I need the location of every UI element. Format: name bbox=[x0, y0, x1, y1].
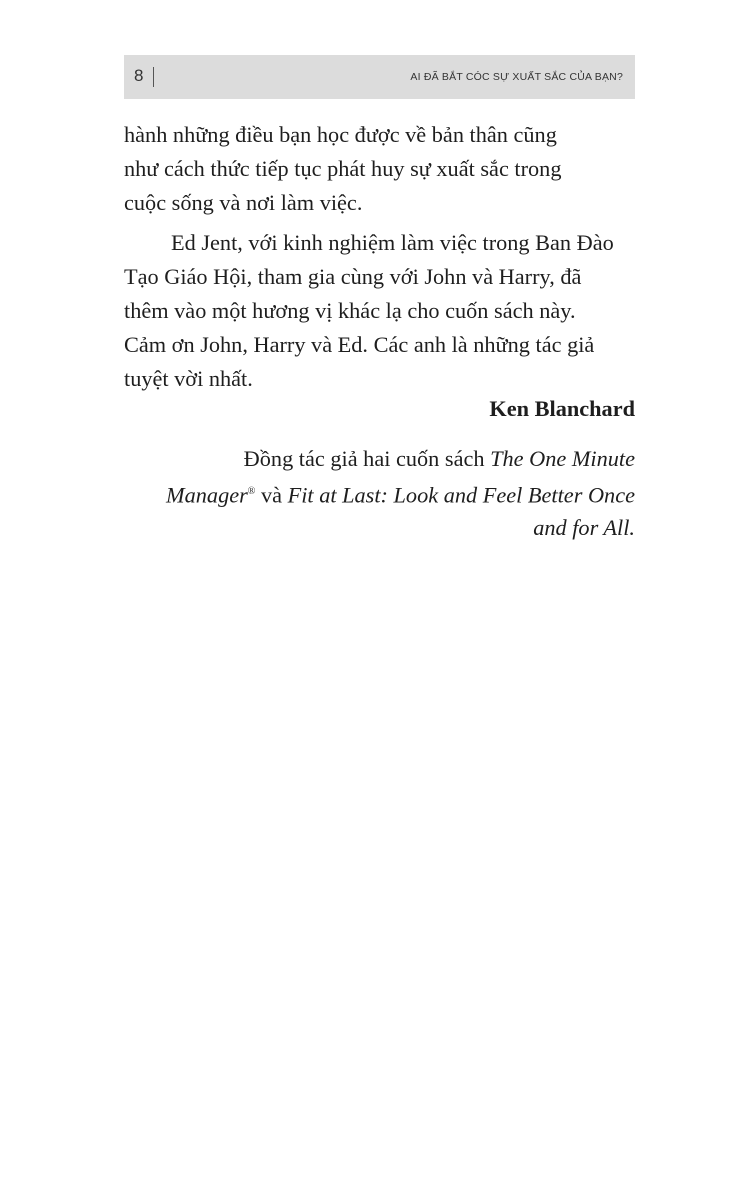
book-title-2-cont: and for All. bbox=[533, 515, 635, 541]
text-line: như cách thức tiếp tục phát huy sự xuất sắc trong bbox=[124, 156, 562, 181]
page-number: 8 bbox=[134, 66, 144, 85]
paragraph-continued bbox=[124, 118, 635, 220]
header-divider bbox=[153, 67, 154, 87]
text-line: tuyệt vời nhất. bbox=[124, 366, 253, 391]
text-line: Ed Jent, với kinh nghiệm làm việc trong Ban Đào bbox=[171, 230, 614, 255]
text-line: cuộc sống và nơi làm việc. bbox=[124, 190, 363, 215]
text-line: Tạo Giáo Hội, tham gia cùng với John và Harry, đã bbox=[124, 264, 582, 289]
credit-line-2 bbox=[124, 475, 635, 511]
text-line: thêm vào một hương vị khác lạ cho cuốn sách này. bbox=[124, 298, 576, 323]
paragraph-acknowledgement bbox=[124, 226, 635, 396]
book-title-1: The One Minute bbox=[490, 446, 635, 471]
book-title-1-cont: Manager bbox=[166, 482, 248, 508]
credit-connector: và bbox=[255, 482, 288, 508]
credit-line-1 bbox=[124, 442, 635, 475]
registered-mark: ® bbox=[247, 486, 256, 497]
credit-line-3 bbox=[124, 511, 635, 544]
signature-name: Ken Blanchard bbox=[489, 396, 635, 421]
book-title-2: Fit at Last: Look and Feel Better Once bbox=[287, 482, 635, 508]
text-line: Cảm ơn John, Harry và Ed. Các anh là những tác giả bbox=[124, 332, 595, 357]
author-credit bbox=[124, 442, 635, 544]
running-title: AI ĐÃ BẮT CÓC SỰ XUẤT SẮC CỦA BẠN? bbox=[410, 71, 623, 83]
credit-prefix: Đồng tác giả hai cuốn sách bbox=[243, 446, 491, 471]
running-header bbox=[124, 55, 635, 99]
text-line: hành những điều bạn học được về bản thân cũng bbox=[124, 122, 557, 147]
